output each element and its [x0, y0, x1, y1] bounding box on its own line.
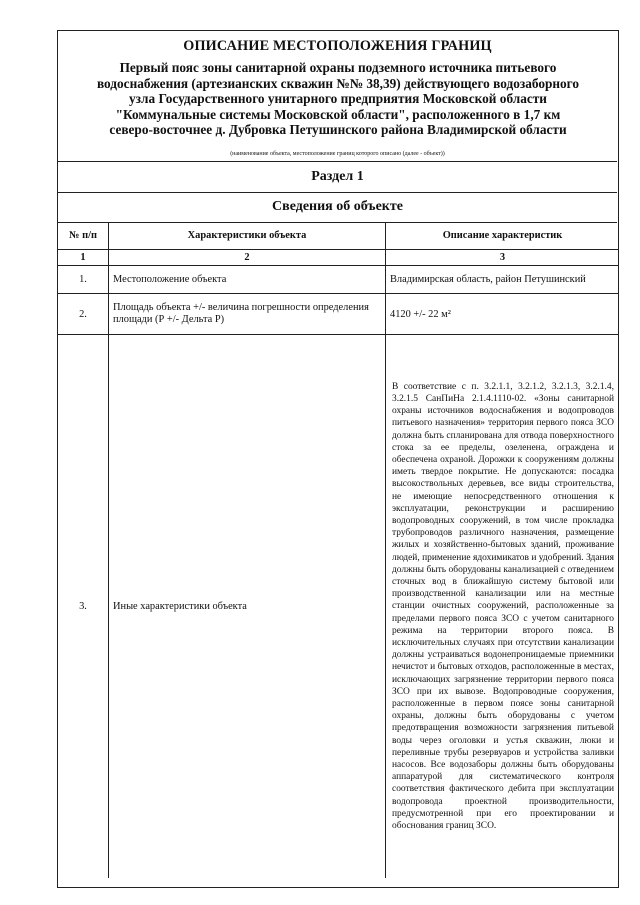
row-number: 3.: [58, 335, 109, 879]
object-info-table: [58, 222, 619, 878]
description-cell: В соответствие с п. 3.2.1.1, 3.2.1.2, 3.2.1.3, 3.2.1.4, 3.2.1.5 СанПиНа 2.1.4.1110-02. «Зоны санитарной охраны источников водоснабжения и водопроводов питьевого назначения» территория первого пояса ЗСО должна быть спланирована для отвода поверхностного стока за ее пределы, озеленена, ограждена и обеспечена охраной. Дорожки к сооружениям должны иметь твердое покрытие. Не допускаются: посадка высокоствольных деревьев, все виды строительства, не имеющие непосредственного отношения к эксплуатации, реконструкции и расширению водопроводных сооружений, в том числе прокладка трубопроводов различного назначения, размещение жилых и хозяйственно-бытовых зданий, проживание людей, применение ядохимикатов и удобрений. Здания должны быть оборудованы канализацией с отведением сточных вод в ближайшую систему бытовой или производственной канализации или на местные станции очистных сооружений, расположенные за пределами первого пояса ЗСО с учетом санитарного режима на территории второго пояса. В исключительных случаях при отсутствии канализации должны устраиваться водонепроницаемые приемники нечистот и бытовых отходов, расположенные в местах, исключающих загрязнение территории первого пояса ЗСО при их вывозе. Водопроводные сооружения, расположенные в первом поясе зоны санитарной охраны, должны быть оборудованы с учетом предотвращения возможности загрязнения питьевой воды через оголовки и устья скважин, люки и переливные трубы резервуаров и устройства заливки насосов. Все водозаборы должны быть оборудованы аппаратурой для систематического контроля соответствия фактического дебита при эксплуатации водопровода проектной производительности, предусмотренной при его проектировании и обоснования границ ЗСО.: [386, 335, 620, 879]
column-number: 1: [58, 250, 109, 266]
table-row: [58, 335, 619, 879]
object-name-line: северо-восточнее д. Дубровка Петушинского района Владимирской области: [109, 122, 567, 138]
description-cell: 4120 +/- 22 м²: [386, 294, 620, 335]
section-heading: Раздел 1: [58, 161, 617, 193]
column-number-row: [58, 250, 619, 266]
page-title: ОПИСАНИЕ МЕСТОПОЛОЖЕНИЯ ГРАНИЦ: [183, 38, 492, 54]
column-number: 3: [386, 250, 620, 266]
characteristic-cell: Площадь объекта +/- величина погрешности определения площади (Р +/- Дельта Р): [109, 294, 386, 335]
document-frame: [57, 30, 619, 888]
document-header: [58, 31, 617, 162]
column-header: Описание характеристик: [386, 222, 620, 250]
table-row: [58, 294, 619, 335]
object-name-line: узла Государственного унитарного предприятия Московской области: [129, 91, 547, 107]
column-number: 2: [109, 250, 386, 266]
info-heading: Сведения об объекте: [58, 192, 617, 223]
description-cell: Владимирская область, район Петушинский: [386, 266, 620, 294]
object-name-line: Первый пояс зоны санитарной охраны подземного источника питьевого: [119, 60, 557, 75]
row-number: 2.: [58, 294, 109, 335]
characteristic-cell: Иные характеристики объекта: [109, 335, 386, 879]
object-note: (наименование объекта, местоположение границ которого описано (далее - объект)): [230, 151, 445, 157]
table-header-row: [58, 222, 619, 250]
characteristic-cell: Местоположение объекта: [109, 266, 386, 294]
column-header: Характеристики объекта: [109, 222, 386, 250]
row-number: 1.: [58, 266, 109, 294]
table-row: [58, 266, 619, 294]
object-name: [62, 60, 614, 138]
object-name-line: "Коммунальные системы Московской области", расположенного в 1,7 км: [115, 106, 561, 122]
object-name-line: водоснабжения (артезианских скважин №№ 38,39) действующего водозаборного: [96, 75, 580, 91]
column-header: № п/п: [58, 222, 109, 250]
